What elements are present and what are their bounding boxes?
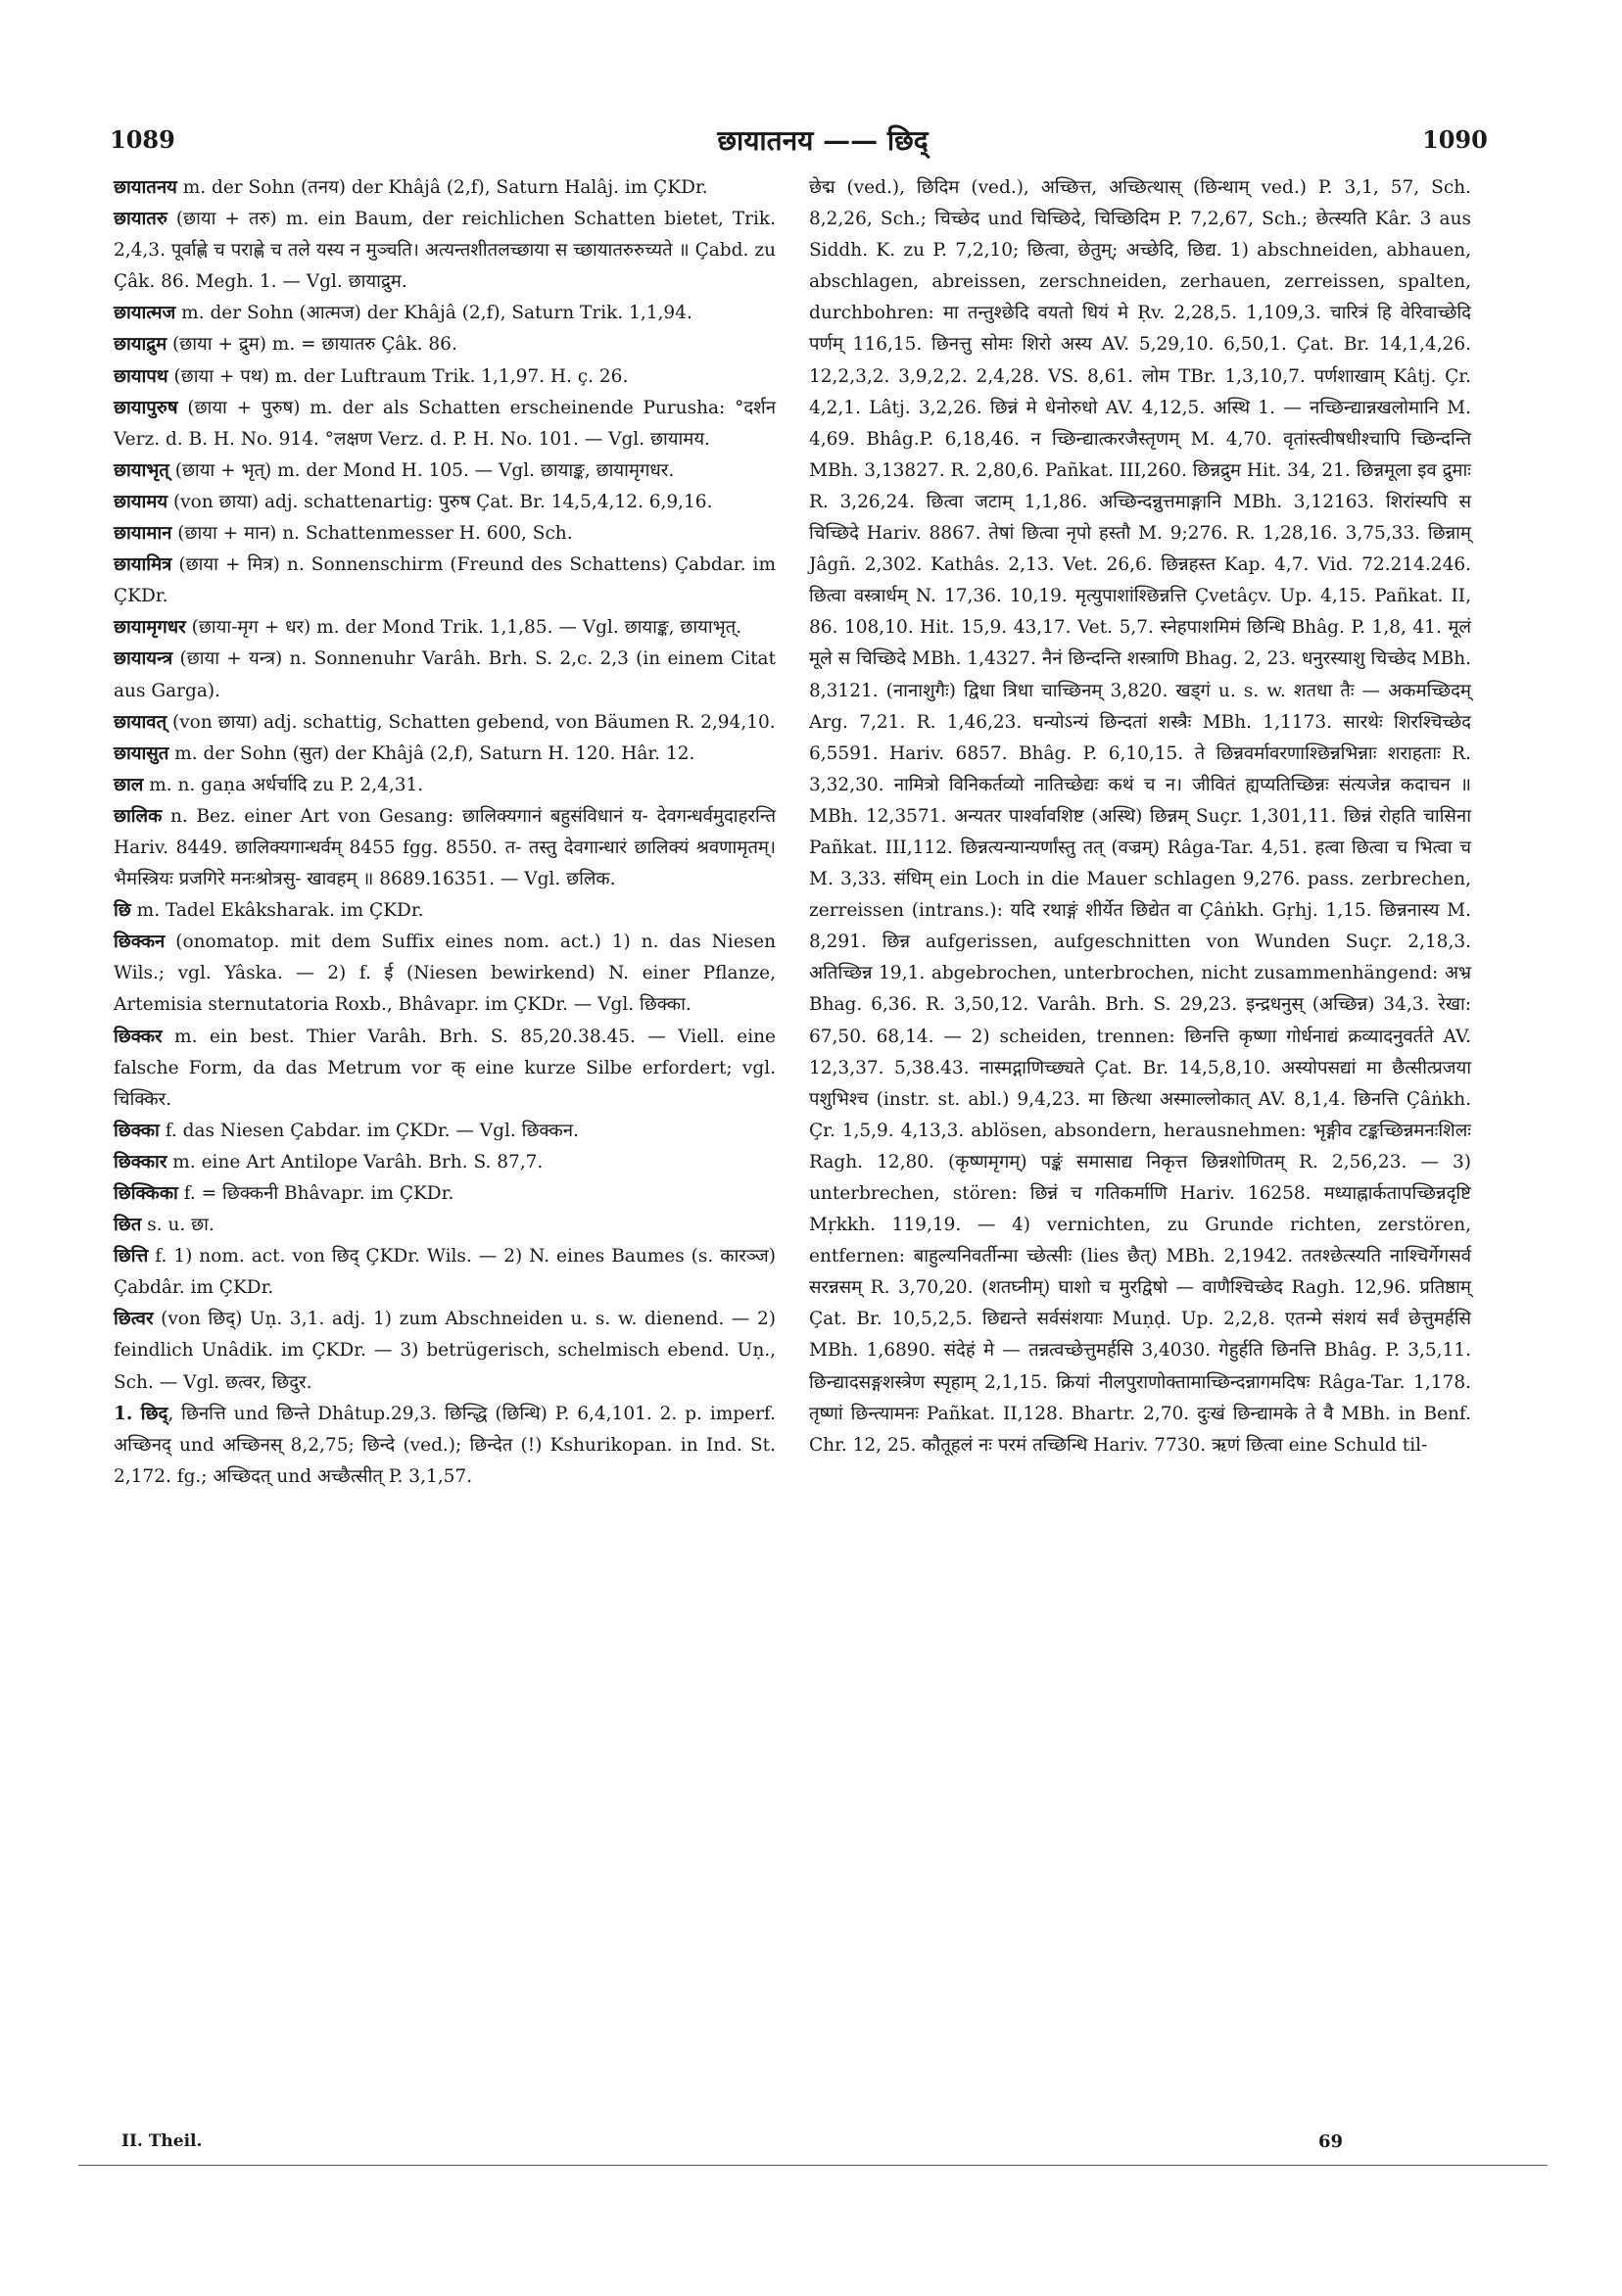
entry-headword: 1. छिद् — [114, 1403, 168, 1424]
dictionary-entry — [114, 172, 776, 204]
dictionary-entry — [114, 1399, 776, 1493]
entry-definition: (छाया + भृत्) m. der Mond H. 105. — Vgl. छायाङ्क, छायामृगधर. — [168, 459, 675, 481]
entry-definition: m. ein best. Thier Varâh. Brh. S. 85,20.38.45. — Viell. eine falsche Form, da das Metrum vor क् eine kurze Silbe erfordert; vgl. चिक्किर. — [114, 1026, 776, 1110]
entry-definition: m. eine Art Antilope Varâh. Brh. S. 87,7. — [167, 1151, 544, 1172]
dictionary-entry — [114, 361, 776, 393]
entry-definition: m. der Sohn (आत्मज) der Khâjâ (2,f), Saturn Trik. 1,1,94. — [175, 303, 692, 324]
dictionary-entry — [114, 644, 776, 706]
dictionary-entry — [114, 1022, 776, 1116]
entry-definition: (छाया-मृग + धर) m. der Mond Trik. 1,1,85. — Vgl. छायाङ्क, छायाभृत्. — [185, 617, 742, 639]
right-column — [809, 172, 1471, 1461]
entry-headword: छायापथ — [114, 365, 168, 387]
entry-definition: छेद्म (ved.), छिदिम (ved.), अच्छित्त, अच्छित्थास् (छिन्थाम् ved.) P. 3,1, 57, Sch. 8,2,26, Sch.; चिच्छेद und चिच्छिदे, चिच्छिदिम P. 7,2,67, Sch.; छेत्स्यति Kâr. 3 aus Siddh. K. zu P. 7,2,10; छित्वा, छेतुम्; अच्छेदि, छिद्य. 1) abschneiden, abhauen, abschlagen, abreissen, zerschneiden, zerhauen, zerreissen, spalten, durchbohren: मा तन्तुश्छेदि वयतो धियं मे Ṛv. 2,28,5. 1,109,3. चारित्रं हि वेरिवाच्छेदि पर्णम् 116,15. छिनत्तु सोमः शिरो अस्य AV. 5,29,10. 6,50,1. Çat. Br. 14,1,4,26. 12,2,3,2. 3,9,2,2. 2,4,28. VS. 8,61. लोम TBr. 1,3,10,7. पर्णशाखाम् Kâtj. Çr. 4,2,1. Lâtj. 3,2,26. छिन्नं मे धेनोरुधो AV. 4,12,5. अस्थि 1. — नच्छिन्द्यान्नखलोमानि M. 4,69. Bhâg.P. 6,18,46. न च्छिन्द्यात्करजैस्तृणम् M. 4,70. वृतांस्त्वीषधीश्चापि च्छिन्दन्ति MBh. 3,13827. R. 2,80,6. Pañkat. III,260. छिन्नद्रुम Hit. 34, 21. छिन्नमूला इव द्रुमाः R. 3,26,24. छित्वा जटाम् 1,1,86. अच्छिन्दन्नुत्तमाङ्गानि MBh. 3,12163. शिरांस्यपि स चिच्छिदे Hariv. 8867. तेषां छित्वा नृपो हस्तौ M. 9;276. R. 1,28,16. 3,75,33. छिन्नाम् Jâgñ. 2,302. Kathâs. 2,13. Vet. 26,6. छिन्नहस्त Kap. 4,7. Vid. 72.214.246. छित्वा वस्त्रार्धम् N. 17,36. 10,19. मृत्युपाशांश्छिन्नत्ति Çvetâçv. Up. 4,15. Pañkat. II, 86. 108,10. Hit. 15,9. 43,17. Vet. 5,7. स्नेहपाशमिमं छिन्धि Bhâg. P. 1,8, 41. मूलं मूले स चिच्छिदे MBh. 1,4327. नैनं छिन्दन्ति शस्त्राणि Bhag. 2, 23. धनुरस्याशु चिच्छेद MBh. 8,3121. (नानाशुगैः) द्विधा त्रिधा चाच्छिनम् 3,820. खड्गं u. s. w. शतधा तैः — अकमच्छिदम् Arg. 7,21. R. 1,46,23. घन्योऽन्यं छिन्दतां शस्त्रैः MBh. 1,1173. सारथेः शिरश्चिच्छेद 6,5591. Hariv. 6857. Bhâg. P. 6,10,15. ते छिन्नवर्मावरणाश्छिन्नभिन्नाः शराहताः R. 3,32,30. नामित्रो विनिकर्तव्यो नातिच्छेद्यः कथं च न। जीवितं ह्यप्यतिच्छिन्नः संत्यजेन्न कदाचन ॥ MBh. 12,3571. अन्यतर पार्श्वावशिष्ट (अस्थि) छिन्नम् Suçr. 1,301,11. छिन्नं रोहति चासिना Pañkat. III,112. छिन्नत्यन्यान्यर्णांस्तु तत् (वज्रम्) Râga-Tar. 4,51. हत्वा छित्वा च भित्वा च M. 3,33. संधिम् ein Loch in die Mauer schlagen 9,276. pass. zerbrechen, zerreissen (intrans.): यदि रथाङ्गं शीर्येत छिद्येत वा Çâṅkh. Gṛhj. 1,15. छिन्ननास्य M. 8,291. छिन्न aufgerissen, aufgeschnitten von Wunden Suçr. 2,18,3. अतिच्छिन्न 19,1. abgebrochen, unterbrochen, nicht zusammenhängend: अभ्र Bhag. 6,36. R. 3,50,12. Varâh. Brh. S. 29,23. इन्द्रधनुस् (अच्छिन्न) 34,3. रेखा: 67,50. 68,14. — 2) scheiden, trennen: छिनत्ति कृष्णा गोर्धनाद्यं क्रव्यादनुवर्तते AV. 12,3,37. 5,38.43. नास्मद्गाणिच्छ्यते Çat. Br. 14,5,8,10. अस्योपसद्यां मा छैत्सीत्प्रजया पशुभिश्च (instr. st. abl.) 9,4,23. मा छित्था अस्माल्लोकात् AV. 8,1,4. छिनत्ति Çâṅkh. Çr. 1,5,9. 4,13,3. ablösen, absondern, herausnehmen: भृङ्गीव टङ्कच्छिन्नमनःशिलः Ragh. 12,80. (कृष्णमृगम्) पङ्कं समासाद्य निकृत्त छिन्नशोणितम् R. 2,56,23. — 3) unterbrechen, stören: छिन्नं च गतिकर्माणि Hariv. 16258. मध्याह्नार्कतापच्छिन्नदृष्टि Mṛkkh. 119,19. — 4) vernichten, zu Grunde richten, zerstören, entfernen: बाहुल्यनिवर्तीन्मा च्छेत्सीः (lies छैत्) MBh. 2,1942. ततश्छेत्स्यति नाश्चिर्गेगसर्व सरन्नसम् R. 3,70,20. (शतघ्नीम्) घाशो च मुरद्विषो — वाणैश्चिच्छेद Ragh. 12,96. प्रतिष्ठाम् Çat. Br. 10,5,2,5. छिद्यन्ते सर्वसंशयाः Muṇḍ. Up. 2,2,8. एतन्मे संशयं सर्वं छेत्तुमर्हसि MBh. 1,6890. संदेहं मे — तन्नत्वच्छेत्तुमर्हसि 3,4030. गेहुर्हति छिनत्ति Bhâg. P. 3,5,11. छिन्द्यादसङ्गशस्त्रेण स्पृहाम् 2,1,15. क्रियां नीलपुराणोक्तामाच्छिन्दन्नागमदिषः Râga-Tar. 1,178. तृष्णां छिन्त्यामनः Pañkat. II,128. Bhartr. 2,70. दुःखं छिन्द्यामके ते वै MBh. in Benf. Chr. 12, 25. कौतूहलं नः परमं तच्छिन्धि Hariv. 7730. ऋणं छित्वा eine Schuld til- — [809, 177, 1471, 1456]
entry-headword: छायात्मज — [114, 303, 176, 324]
entry-headword: छिक्कन — [114, 932, 166, 953]
running-head: छायातनय —— छिद् — [717, 124, 929, 157]
dictionary-entry — [114, 707, 776, 739]
entry-definition: (छाया + तरु) m. ein Baum, der reichlichen Schatten bietet, Trik. 2,4,3. पूर्वाह्णे च पराह्णे च तले यस्य न मुञ्चति। अत्यन्तशीतलच्छाया स च्छायातरुरुच्यते ॥ Çabd. zu Çâk. 86. Megh. 1. — Vgl. छायाद्रुम. — [114, 209, 776, 293]
dictionary-entry — [114, 204, 776, 298]
entry-headword: छायायन्त्र — [114, 648, 173, 670]
dictionary-entry — [114, 518, 776, 550]
entry-definition: (छाया + मान) n. Schattenmesser H. 600, Sch. — [171, 523, 573, 545]
entry-definition: s. u. छा. — [141, 1215, 215, 1236]
dictionary-entry — [114, 329, 776, 360]
page-number-left: 1089 — [110, 125, 175, 154]
dictionary-entry — [809, 172, 1471, 1461]
entry-definition: (छाया + पथ) m. der Luftraum Trik. 1,1,97. H. ç. 26. — [167, 365, 629, 387]
entry-headword: छिक्किका — [114, 1183, 178, 1204]
entry-headword: छित्वर — [114, 1309, 154, 1330]
entry-definition: m. n. gaṇa अर्धर्चादि zu P. 2,4,31. — [143, 774, 424, 795]
dictionary-entry — [114, 1210, 776, 1241]
dictionary-entry — [114, 298, 776, 329]
dictionary-entry — [114, 1116, 776, 1147]
entry-definition: m. Tadel Ekâksharak. im ÇKDr. — [130, 900, 424, 922]
dictionary-entry — [114, 770, 776, 801]
dictionary-entry — [114, 612, 776, 644]
entry-headword: छायातनय — [114, 177, 177, 198]
entry-headword: छायातरु — [114, 209, 167, 230]
entry-headword: छायाभृत् — [114, 459, 169, 481]
dictionary-entry — [114, 895, 776, 927]
dictionary-entry — [114, 1178, 776, 1210]
entry-definition: f. = छिक्कनी Bhâvapr. im ÇKDr. — [177, 1183, 454, 1204]
entry-definition: m. der Sohn (तनय) der Khâjâ (2,f), Saturn Halâj. im ÇKDr. — [176, 177, 708, 198]
entry-definition: , छिनत्ति und छिन्ते Dhâtup.29,3. छिन्द्धि (छिन्धि) P. 6,4,101. 2. p. imperf. अच्छिनद् und अच्छिनस् 8,2,75; छिन्दे (ved.); छिन्देत (!) Kshurikopan. in Ind. St. 2,172. fg.; अच्छिदत् und अच्छैत्सीत् P. 3,1,57. — [114, 1403, 776, 1487]
entry-definition: m. der Sohn (सुत) der Khâjâ (2,f), Saturn H. 120. Hâr. 12. — [168, 742, 695, 764]
volume-part-label: II. Theil. — [121, 2131, 203, 2151]
dictionary-entry — [114, 739, 776, 770]
entry-headword: छायापुरुष — [114, 397, 178, 418]
entry-definition: (छाया + मित्र) n. Sonnenschirm (Freund des Schattens) Çabdar. im ÇKDr. — [114, 554, 776, 607]
entry-definition: (von छाया) adj. schattenartig: पुरुष Çat. Br. 14,5,4,12. 6,9,16. — [167, 491, 713, 512]
entry-headword: छायाद्रुम — [114, 334, 167, 356]
entry-headword: छित — [114, 1215, 142, 1236]
entry-headword: छि — [114, 900, 131, 922]
dictionary-entry — [114, 1147, 776, 1178]
entry-headword: छायासुत — [114, 742, 169, 764]
left-column — [114, 172, 776, 1493]
entry-definition: (छाया + यन्त्र) n. Sonnenuhr Varâh. Brh. S. 2,c. 2,3 (in einem Citat aus Garga). — [114, 648, 776, 701]
dictionary-entry — [114, 927, 776, 1021]
entry-headword: छिक्का — [114, 1120, 160, 1141]
entry-definition: (छाया + पुरुष) m. der als Schatten erscheinende Purusha: °दर्शन Verz. d. B. H. No. 914. °लक्षण Verz. d. P. H. No. 101. — Vgl. छायामय. — [114, 397, 776, 450]
entry-headword: छायावत् — [114, 711, 167, 733]
entry-definition: (onomatop. mit dem Suffix eines nom. act.) 1) n. das Niesen Wils.; vgl. Yâska. — 2) f. ई (Niesen bewirkend) N. einer Pflanze, Artemisia sternutatoria Roxb., Bhâvapr. im ÇKDr. — Vgl. छिक्का. — [114, 932, 776, 1016]
dictionary-entry — [114, 550, 776, 612]
entry-headword: छायामान — [114, 523, 172, 545]
entry-headword: छित्ति — [114, 1246, 149, 1268]
entry-definition: (von छिद्) Uṇ. 3,1. adj. 1) zum Abschneiden u. s. w. dienend. — 2) feindlich Unâdik. im ÇKDr. — 3) betrügerisch, schelmisch ebend. Uṇ., Sch. — Vgl. छत्वर, छिदुर. — [114, 1309, 776, 1393]
dictionary-entry — [114, 801, 776, 895]
entry-headword: छिक्कर — [114, 1026, 163, 1047]
dictionary-entry — [114, 1241, 776, 1304]
signature-mark: 69 — [1318, 2131, 1344, 2152]
dictionary-entry — [114, 393, 776, 455]
entry-headword: छिक्कार — [114, 1151, 167, 1172]
entry-definition: (छाया + द्रुम) m. = छायातरु Çâk. 86. — [167, 334, 457, 356]
dictionary-entry — [114, 455, 776, 487]
entry-headword: छायामय — [114, 491, 168, 512]
dictionary-entry — [114, 1304, 776, 1398]
entry-definition: n. Bez. einer Art von Gesang: छालिक्यगानं बहुसंविधानं य- देवगन्धर्वमुदाहरन्ति Hariv. 8449. छालिक्यगान्धर्वम् 8455 fgg. 8550. त- तस्तु देवगान्धारं छालिक्यं श्रवणामृतम्। भैमस्त्रियः प्रजगिरे मनःश्रोत्रसु- खावहम् ॥ 8689.16351. — Vgl. छलिक. — [114, 805, 776, 890]
entry-headword: छायामित्र — [114, 554, 172, 576]
entry-definition: (von छाया) adj. schattig, Schatten gebend, von Bäumen R. 2,94,10. — [167, 711, 776, 733]
dictionary-entry — [114, 487, 776, 518]
entry-headword: छालिक — [114, 805, 163, 827]
page-number-right: 1090 — [1422, 125, 1488, 154]
bottom-rule — [78, 2165, 1548, 2166]
entry-definition: f. das Niesen Çabdar. im ÇKDr. — Vgl. छिक्कन. — [159, 1120, 579, 1141]
entry-headword: छायामृगधर — [114, 617, 186, 639]
entry-headword: छाल — [114, 774, 144, 795]
entry-definition: f. 1) nom. act. von छिद् ÇKDr. Wils. — 2) N. eines Baumes (s. कारञ्ज) Çabdâr. im ÇKDr. — [114, 1246, 776, 1299]
